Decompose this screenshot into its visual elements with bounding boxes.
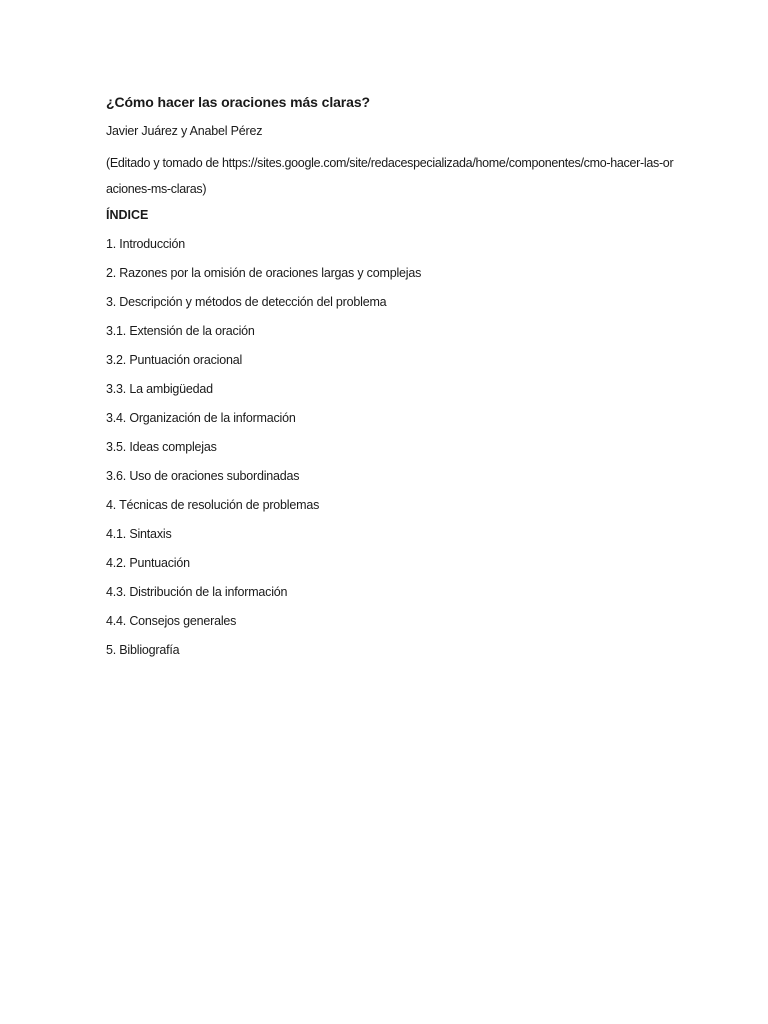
toc-item: 1. Introducción xyxy=(106,237,185,251)
index-heading: ÍNDICE xyxy=(106,208,149,222)
toc-item: 3.6. Uso de oraciones subordinadas xyxy=(106,469,300,483)
toc-item: 5. Bibliografía xyxy=(106,643,180,657)
toc-item: 4.3. Distribución de la información xyxy=(106,585,288,599)
toc-item: 4. Técnicas de resolución de problemas xyxy=(106,498,320,512)
toc-item: 2. Razones por la omisión de oraciones largas y complejas xyxy=(106,266,422,280)
toc-item: 3.5. Ideas complejas xyxy=(106,440,217,454)
document-title: ¿Cómo hacer las oraciones más claras? xyxy=(106,94,370,110)
toc-item: 4.1. Sintaxis xyxy=(106,527,172,541)
toc-item: 4.4. Consejos generales xyxy=(106,614,237,628)
toc-item: 3.4. Organización de la información xyxy=(106,411,296,425)
toc-item: 3.1. Extensión de la oración xyxy=(106,324,255,338)
source-note: (Editado y tomado de https://sites.google.com/site/redacespecializada/home/componentes/cmo-hacer-las-oraciones-ms-claras) xyxy=(106,156,674,196)
toc-item: 4.2. Puntuación xyxy=(106,556,190,570)
document-content xyxy=(106,92,676,669)
toc-item: 3.2. Puntuación oracional xyxy=(106,353,243,367)
document-authors: Javier Juárez y Anabel Pérez xyxy=(106,124,263,138)
toc-item: 3. Descripción y métodos de detección del problema xyxy=(106,295,387,309)
toc-item: 3.3. La ambigüedad xyxy=(106,382,213,396)
table-of-contents xyxy=(106,234,676,660)
